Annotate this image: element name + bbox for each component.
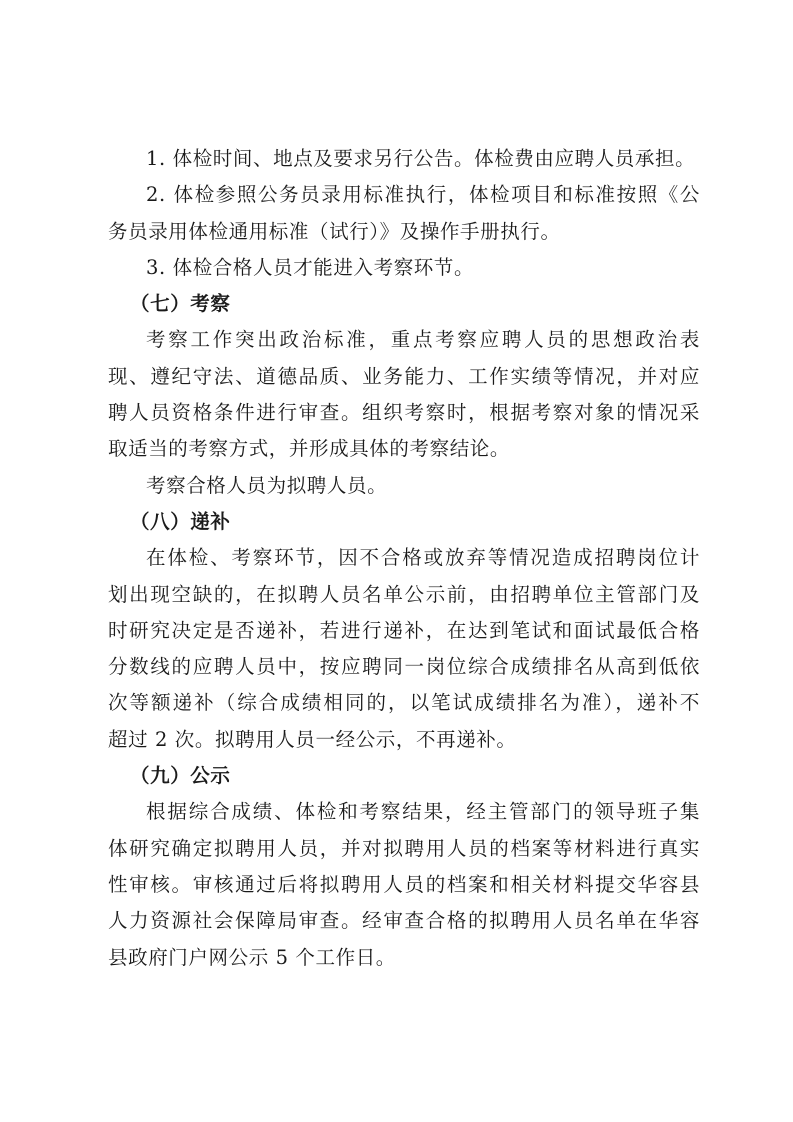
paragraph-line: 2. 体检参照公务员录用标准执行，体检项目和标准按照《公: [146, 183, 700, 207]
paragraph-line: 人力资源社会保障局审查。经审查合格的拟聘用人员名单在华容: [108, 909, 700, 933]
paragraph: [108, 540, 700, 758]
paragraph: [108, 177, 700, 250]
paragraph-line: 3. 体检合格人员才能进入考察环节。: [146, 255, 475, 279]
paragraph: [108, 468, 700, 504]
paragraph-line: 考察合格人员为拟聘人员。: [146, 473, 388, 497]
paragraph-line: 县政府门户网公示 5 个工作日。: [108, 945, 396, 969]
paragraph-line: 时研究决定是否递补，若进行递补，在达到笔试和面试最低合格: [108, 618, 700, 642]
paragraph-line: 1. 体检时间、地点及要求另行公告。体检费由应聘人员承担。: [146, 147, 696, 170]
paragraph-line: 务员录用体检通用标准（试行）》及操作手册执行。: [108, 219, 561, 243]
paragraph-line: 体研究确定拟聘用人员，并对拟聘用人员的档案等材料进行真实: [108, 836, 700, 860]
section-heading: （九）公示: [130, 764, 231, 788]
paragraph: [108, 322, 700, 467]
paragraph: [108, 250, 700, 286]
paragraph-line: 聘人员资格条件进行审查。组织考察时，根据考察对象的情况采: [108, 401, 700, 425]
section-heading: （八）递补: [130, 509, 231, 533]
paragraph-line: 划出现空缺的，在拟聘人员名单公示前，由招聘单位主管部门及: [108, 582, 700, 606]
paragraph-line: 在体检、考察环节，因不合格或放弃等情况造成招聘岗位计: [146, 546, 700, 570]
paragraph-line: 考察工作突出政治标准，重点考察应聘人员的思想政治表: [146, 328, 700, 352]
paragraph: [108, 794, 700, 975]
paragraph-line: 超过 2 次。拟聘用人员一经公示，不再递补。: [108, 727, 517, 751]
paragraph-line: 取适当的考察方式，并形成具体的考察结论。: [108, 437, 511, 461]
paragraph-line: 现、遵纪守法、道德品质、业务能力、工作实绩等情况，并对应: [108, 364, 700, 388]
section-heading: （七）考察: [130, 292, 231, 316]
paragraph: [108, 141, 700, 177]
paragraph-line: 分数线的应聘人员中，按应聘同一岗位综合成绩排名从高到低依: [108, 655, 700, 679]
document-body: [108, 141, 700, 976]
paragraph-line: 性审核。审核通过后将拟聘用人员的档案和相关材料提交华容县: [108, 872, 700, 896]
paragraph-line: 次等额递补（综合成绩相同的，以笔试成绩排名为准），递补不: [108, 691, 700, 715]
paragraph-line: 根据综合成绩、体检和考察结果，经主管部门的领导班子集: [146, 800, 700, 824]
